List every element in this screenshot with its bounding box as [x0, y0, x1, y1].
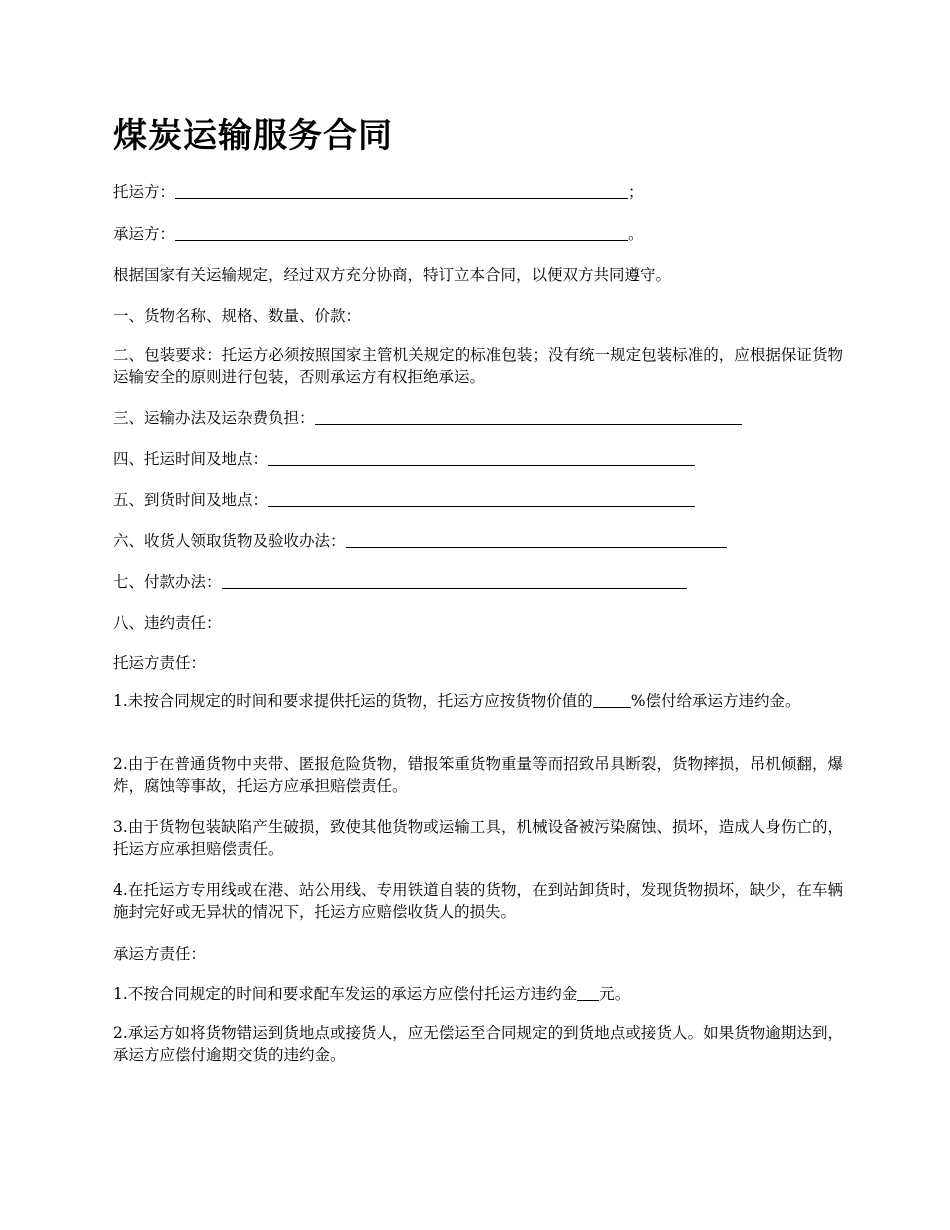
carrier-end: 。: [628, 225, 644, 243]
clause-7-label: 七、付款办法：: [113, 573, 222, 591]
carrier-resp-1-text-b: 元。: [599, 985, 631, 1003]
carrier-resp-1-blank[interactable]: [577, 984, 599, 1001]
clause-1: 一、货物名称、规格、数量、价款：: [113, 307, 362, 325]
shipper-resp-1-text-a: 1.未按合同规定的时间和要求提供托运的货物，托运方应按货物价值的: [113, 692, 593, 710]
clause-3-blank[interactable]: [315, 408, 742, 425]
shipper-responsibility-2: 2.由于在普通货物中夹带、匿报危险货物，错报笨重货物重量等而招致吊具断裂，货物摔损，吊机倾翻，爆炸，腐蚀等事故，托运方应承担赔偿责任。: [113, 755, 843, 795]
shipper-responsibility-4: 4.在托运方专用线或在港、站公用线、专用铁道自装的货物，在到站卸货时，发现货物损坏，缺少，在车辆施封完好或无异状的情况下，托运方应赔偿收货人的损失。: [113, 881, 843, 921]
clause-4-blank[interactable]: [268, 449, 695, 466]
shipper-line: [113, 181, 644, 203]
clause-4: [113, 448, 695, 470]
shipper-label: 托运方：: [113, 183, 176, 201]
clause-4-label: 四、托运时间及地点：: [113, 450, 269, 468]
shipper-responsibility-heading: 托运方责任：: [113, 654, 207, 672]
clause-3-label: 三、运输办法及运杂费负担：: [113, 409, 315, 427]
clause-5-label: 五、到货时间及地点：: [113, 491, 269, 509]
carrier-responsibility-2: 2.承运方如将货物错运到货地点或接货人，应无偿运至合同规定的到货地点或接货人。如果货物逾期达到，承运方应偿付逾期交货的违约金。: [113, 1024, 843, 1064]
carrier-resp-1-text-a: 1.不按合同规定的时间和要求配车发运的承运方应偿付托运方违约金: [113, 985, 578, 1003]
clause-7-blank[interactable]: [222, 572, 687, 589]
shipper-responsibility-3: 3.由于货物包装缺陷产生破损，致使其他货物或运输工具，机械设备被污染腐蚀、损坏，造成人身伤亡的，托运方应承担赔偿责任。: [113, 818, 843, 858]
clause-6-label: 六、收货人领取货物及验收办法：: [113, 532, 346, 550]
clause-6: [113, 530, 727, 552]
shipper-resp-1-text-b: %偿付给承运方违约金。: [630, 692, 801, 710]
clause-5-blank[interactable]: [268, 490, 695, 507]
carrier-label: 承运方：: [113, 225, 176, 243]
clause-6-blank[interactable]: [346, 531, 727, 548]
intro-paragraph: 根据国家有关运输规定，经过双方充分协商，特订立本合同，以便双方共同遵守。: [113, 266, 672, 284]
shipper-responsibility-1: [113, 690, 843, 712]
document-title: 煤炭运输服务合同: [113, 116, 393, 156]
shipper-end: ；: [628, 183, 644, 201]
shipper-resp-1-blank[interactable]: [593, 691, 631, 708]
clause-8: 八、违约责任：: [113, 614, 222, 632]
carrier-line: [113, 223, 644, 245]
clause-5: [113, 489, 695, 511]
clause-3: [113, 407, 742, 429]
clause-2: 二、包装要求：托运方必须按照国家主管机关规定的标准包装；没有统一规定包装标准的，应根据保证货物运输安全的原则进行包装，否则承运方有权拒绝承运。: [113, 346, 843, 386]
carrier-responsibility-1: [113, 983, 630, 1005]
carrier-responsibility-heading: 承运方责任：: [113, 945, 207, 963]
clause-7: [113, 571, 687, 593]
shipper-blank[interactable]: [175, 182, 628, 199]
carrier-blank[interactable]: [175, 224, 628, 241]
